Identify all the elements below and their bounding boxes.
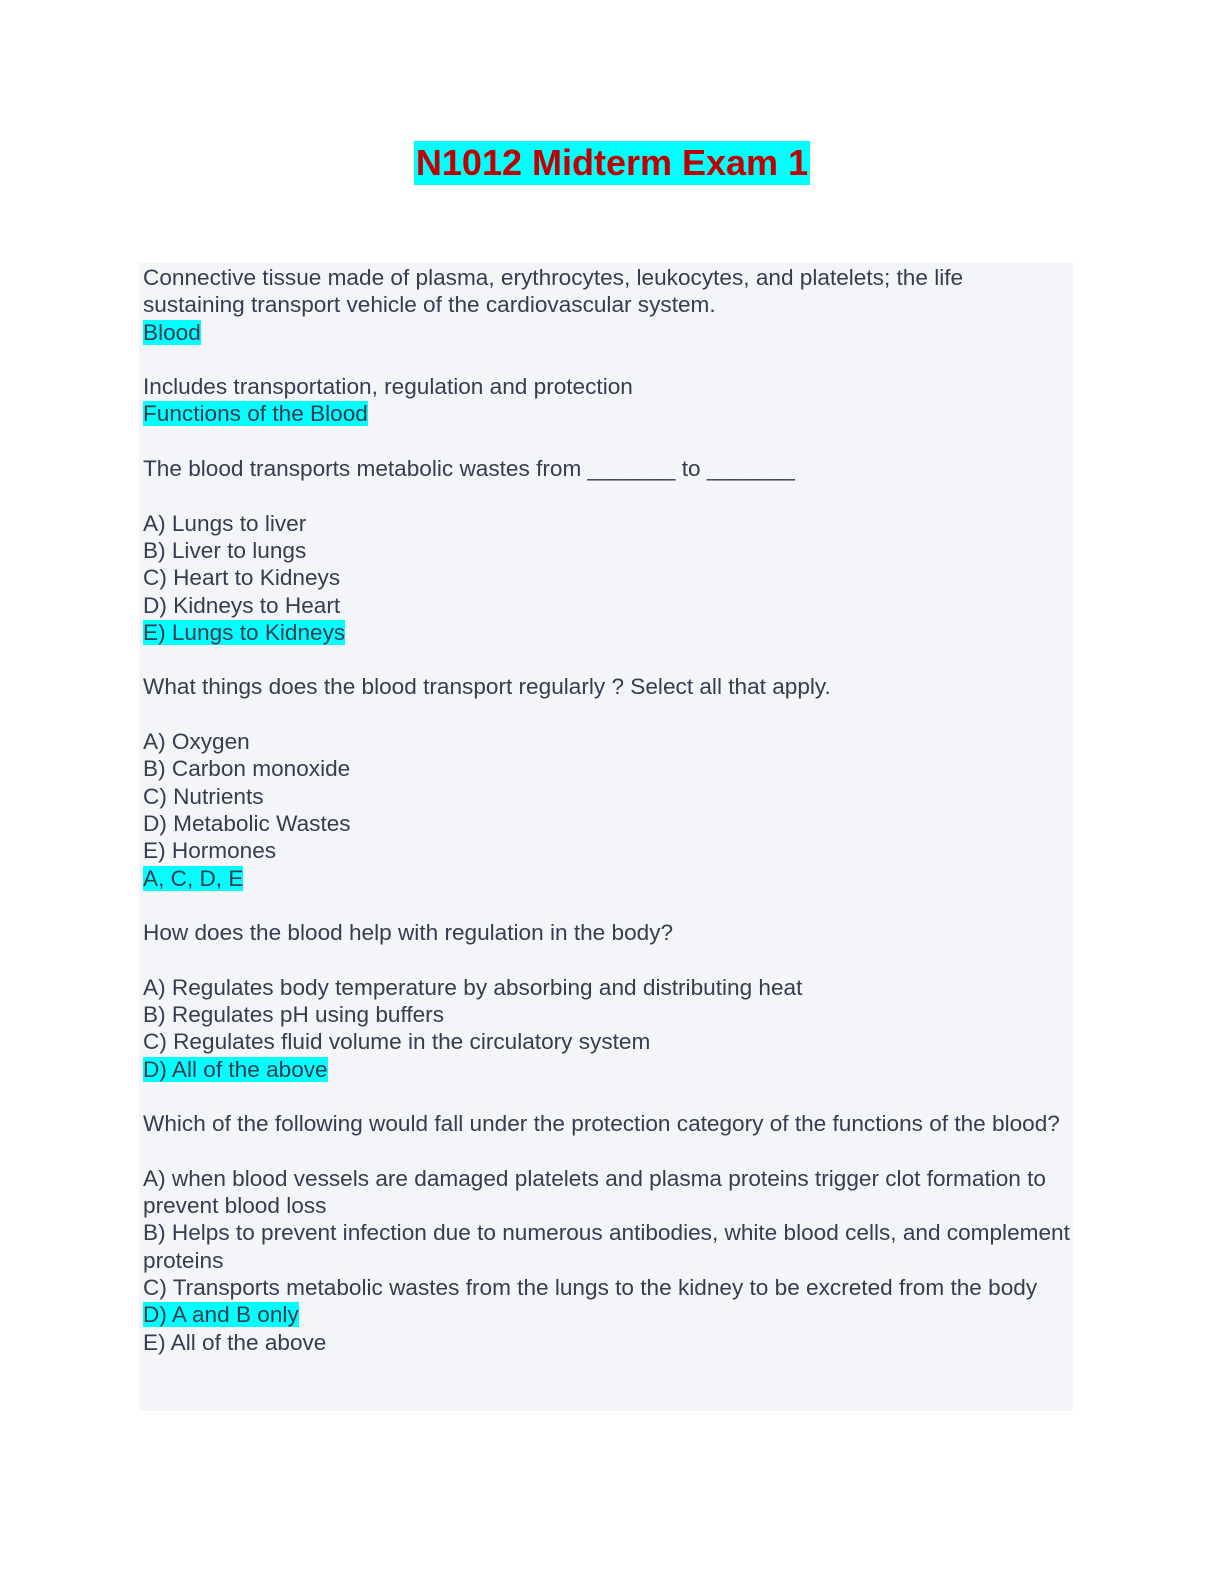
title-container (0, 141, 1224, 185)
option-item: E) Hormones (143, 838, 277, 864)
question-text: The blood transports metabolic wastes from _______ to _______ (143, 456, 795, 482)
question-list (143, 264, 1077, 1356)
answer-highlight: D) All of the above (143, 1056, 328, 1082)
question-block (143, 673, 1071, 891)
option-item: C) Heart to Kidneys (143, 565, 341, 591)
option-item: B) Regulates pH using buffers (143, 1002, 444, 1028)
question-text: How does the blood help with regulation in the body? (143, 920, 674, 946)
option-item: B) Liver to lungs (143, 537, 307, 563)
question-text: What things does the blood transport regularly ? Select all that apply. (143, 674, 831, 700)
option-item: D) Metabolic Wastes (143, 810, 351, 836)
option-item: E) All of the above (143, 1329, 327, 1355)
question-text: Includes transportation, regulation and protection (143, 374, 633, 400)
question-block (143, 455, 1071, 646)
answer-highlight: Functions of the Blood (143, 401, 368, 427)
option-item: C) Nutrients (143, 783, 264, 809)
answer-highlight: Blood (143, 319, 201, 345)
option-item: A) Lungs to liver (143, 510, 307, 536)
question-block (143, 1110, 1077, 1356)
option-item: A) when blood vessels are damaged platelets and plasma proteins trigger clot formation to prevent blood loss (143, 1165, 1053, 1219)
option-item: D) Kidneys to Heart (143, 592, 341, 618)
page-title: N1012 Midterm Exam 1 (415, 142, 809, 183)
option-item: C) Transports metabolic wastes from the lungs to the kidney to be excreted from the body (143, 1274, 1038, 1300)
question-text: Which of the following would fall under the protection category of the functions of the blood? (143, 1111, 1060, 1137)
option-item: B) Carbon monoxide (143, 756, 351, 782)
question-text: Connective tissue made of plasma, erythrocytes, leukocytes, and platelets; the life sustaining transport vehicle of the cardiovascular system. (143, 265, 970, 318)
option-item: A) Regulates body temperature by absorbing and distributing heat (143, 974, 803, 1000)
answer-highlight: E) Lungs to Kidneys (143, 619, 346, 645)
question-block (143, 373, 1071, 428)
answer-highlight: D) A and B only (143, 1302, 299, 1328)
question-block (143, 264, 1071, 346)
option-item: C) Regulates fluid volume in the circulatory system (143, 1029, 651, 1055)
option-item: A) Oxygen (143, 729, 250, 755)
answer-highlight: A, C, D, E (143, 865, 244, 891)
option-item: B) Helps to prevent infection due to numerous antibodies, white blood cells, and complement proteins (143, 1220, 1077, 1273)
question-block (143, 919, 1071, 1083)
